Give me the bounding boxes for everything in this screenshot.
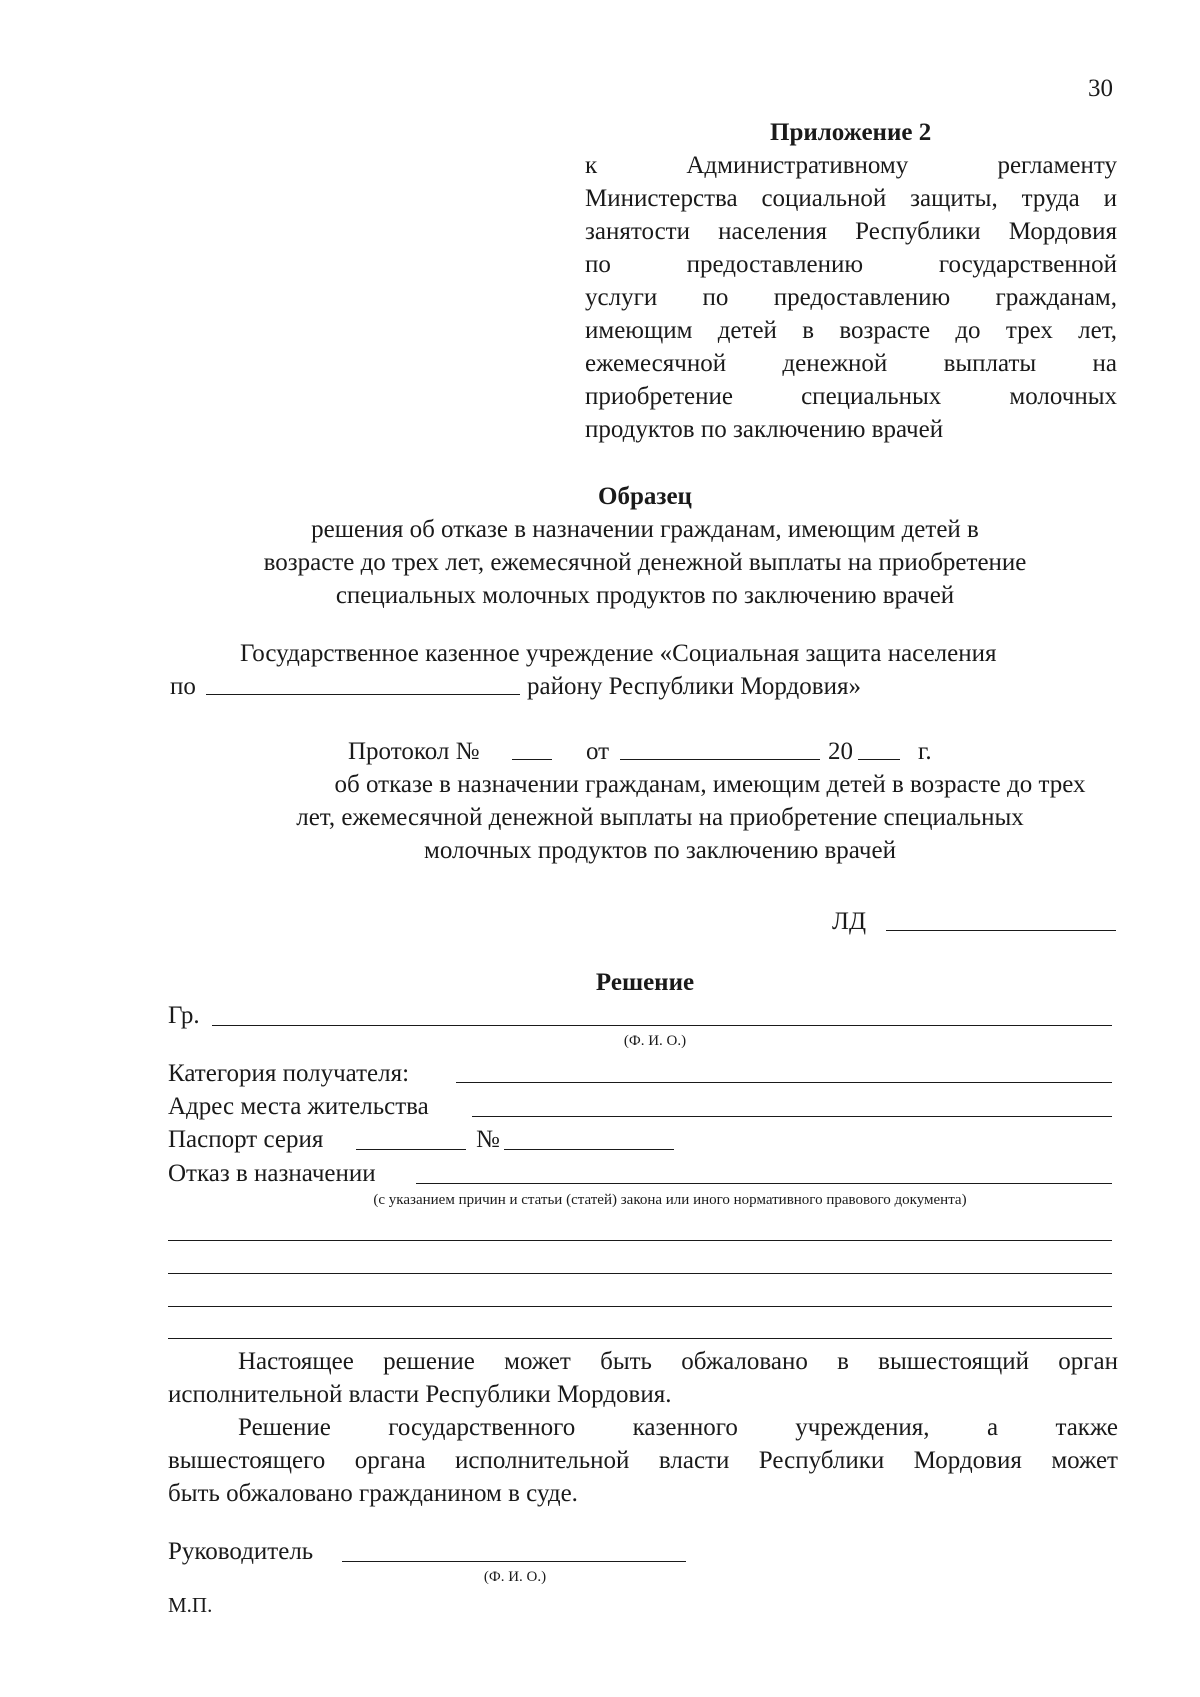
reason-line-2[interactable] (168, 1273, 1112, 1274)
appendix-line-2: Министерства социальной защиты, труда и (585, 185, 1117, 212)
refusal-label: Отказ в назначении (168, 1160, 376, 1187)
stamp-place-label: М.П. (168, 1593, 213, 1617)
passport-number-label: № (476, 1126, 500, 1153)
protocol-year-prefix: 20 (828, 738, 853, 765)
decision-title: Решение (595, 969, 695, 996)
appendix-line-6: имеющим детей в возрасте до трех лет, (585, 317, 1117, 344)
appendix-line-5: услуги по предоставлению гражданам, (585, 284, 1117, 311)
address-label: Адрес места жительства (168, 1093, 429, 1120)
protocol-date-blank[interactable] (620, 759, 820, 760)
sample-desc-line-2: возрасте до трех лет, ежемесячной денежной выплаты на приобретение (263, 549, 1027, 576)
protocol-number-blank[interactable] (512, 759, 552, 760)
protocol-desc-line-2: лет, ежемесячной денежной выплаты на приобретение специальных (296, 804, 1024, 831)
protocol-year-suffix: г. (918, 738, 932, 765)
appeal-para-2-line-2: вышестоящего органа исполнительной власти Республики Мордовия может (168, 1447, 1118, 1474)
sample-title: Образец (598, 483, 692, 510)
appeal-para-2-line-3: быть обжаловано гражданином в суде. (168, 1480, 578, 1507)
page-number: 30 (1088, 75, 1113, 102)
protocol-year-blank[interactable] (858, 759, 900, 760)
category-blank[interactable] (456, 1082, 1112, 1083)
appeal-para-1-line-1: Настоящее решение может быть обжаловано в вышестоящий орган (238, 1348, 1118, 1375)
protocol-label: Протокол № (348, 738, 480, 765)
reason-line-3[interactable] (168, 1306, 1112, 1307)
appendix-line-8: приобретение специальных молочных (585, 383, 1117, 410)
passport-series-blank[interactable] (356, 1149, 466, 1150)
sample-desc-line-3: специальных молочных продуктов по заключению врачей (335, 582, 955, 609)
appendix-line-7: ежемесячной денежной выплаты на (585, 350, 1117, 377)
reason-line-4[interactable] (168, 1338, 1112, 1339)
head-label: Руководитель (168, 1538, 314, 1565)
appendix-line-1: к Административному регламенту (585, 152, 1117, 179)
citizen-name-caption: (Ф. И. О.) (623, 1033, 687, 1049)
refusal-blank[interactable] (416, 1183, 1112, 1184)
appeal-para-1-line-2: исполнительной власти Республики Мордовия. (168, 1381, 672, 1408)
address-blank[interactable] (472, 1116, 1112, 1117)
institution-suffix: району Республики Мордовия» (527, 673, 861, 700)
appendix-line-4: по предоставлению государственной (585, 251, 1117, 278)
refusal-caption: (с указанием причин и статьи (статей) закона или иного нормативного правового документа) (373, 1192, 967, 1208)
head-signature-blank[interactable] (342, 1561, 686, 1562)
personal-file-blank[interactable] (886, 930, 1116, 931)
passport-series-label: Паспорт серия (168, 1126, 324, 1153)
head-signature-caption: (Ф. И. О.) (483, 1569, 547, 1585)
citizen-name-blank[interactable] (212, 1025, 1112, 1026)
citizen-label: Гр. (168, 1002, 200, 1029)
district-blank[interactable] (206, 694, 520, 695)
protocol-from-label: от (586, 738, 610, 765)
appendix-line-9: продуктов по заключению врачей (585, 416, 944, 443)
category-label: Категория получателя: (168, 1060, 410, 1087)
institution-prefix: по (170, 673, 196, 700)
personal-file-label: ЛД (832, 908, 867, 935)
protocol-desc-line-1: об отказе в назначении гражданам, имеющим детей в возрасте до трех (334, 771, 1086, 798)
institution-line-1: Государственное казенное учреждение «Социальная защита населения (240, 640, 997, 667)
protocol-desc-line-3: молочных продуктов по заключению врачей (424, 837, 896, 864)
appendix-title: Приложение 2 (770, 119, 932, 146)
passport-number-blank[interactable] (504, 1149, 674, 1150)
reason-line-1[interactable] (168, 1240, 1112, 1241)
sample-desc-line-1: решения об отказе в назначении гражданам, имеющим детей в (311, 516, 979, 543)
appendix-line-3: занятости населения Республики Мордовия (585, 218, 1117, 245)
appeal-para-2-line-1: Решение государственного казенного учреждения, а также (238, 1414, 1118, 1441)
